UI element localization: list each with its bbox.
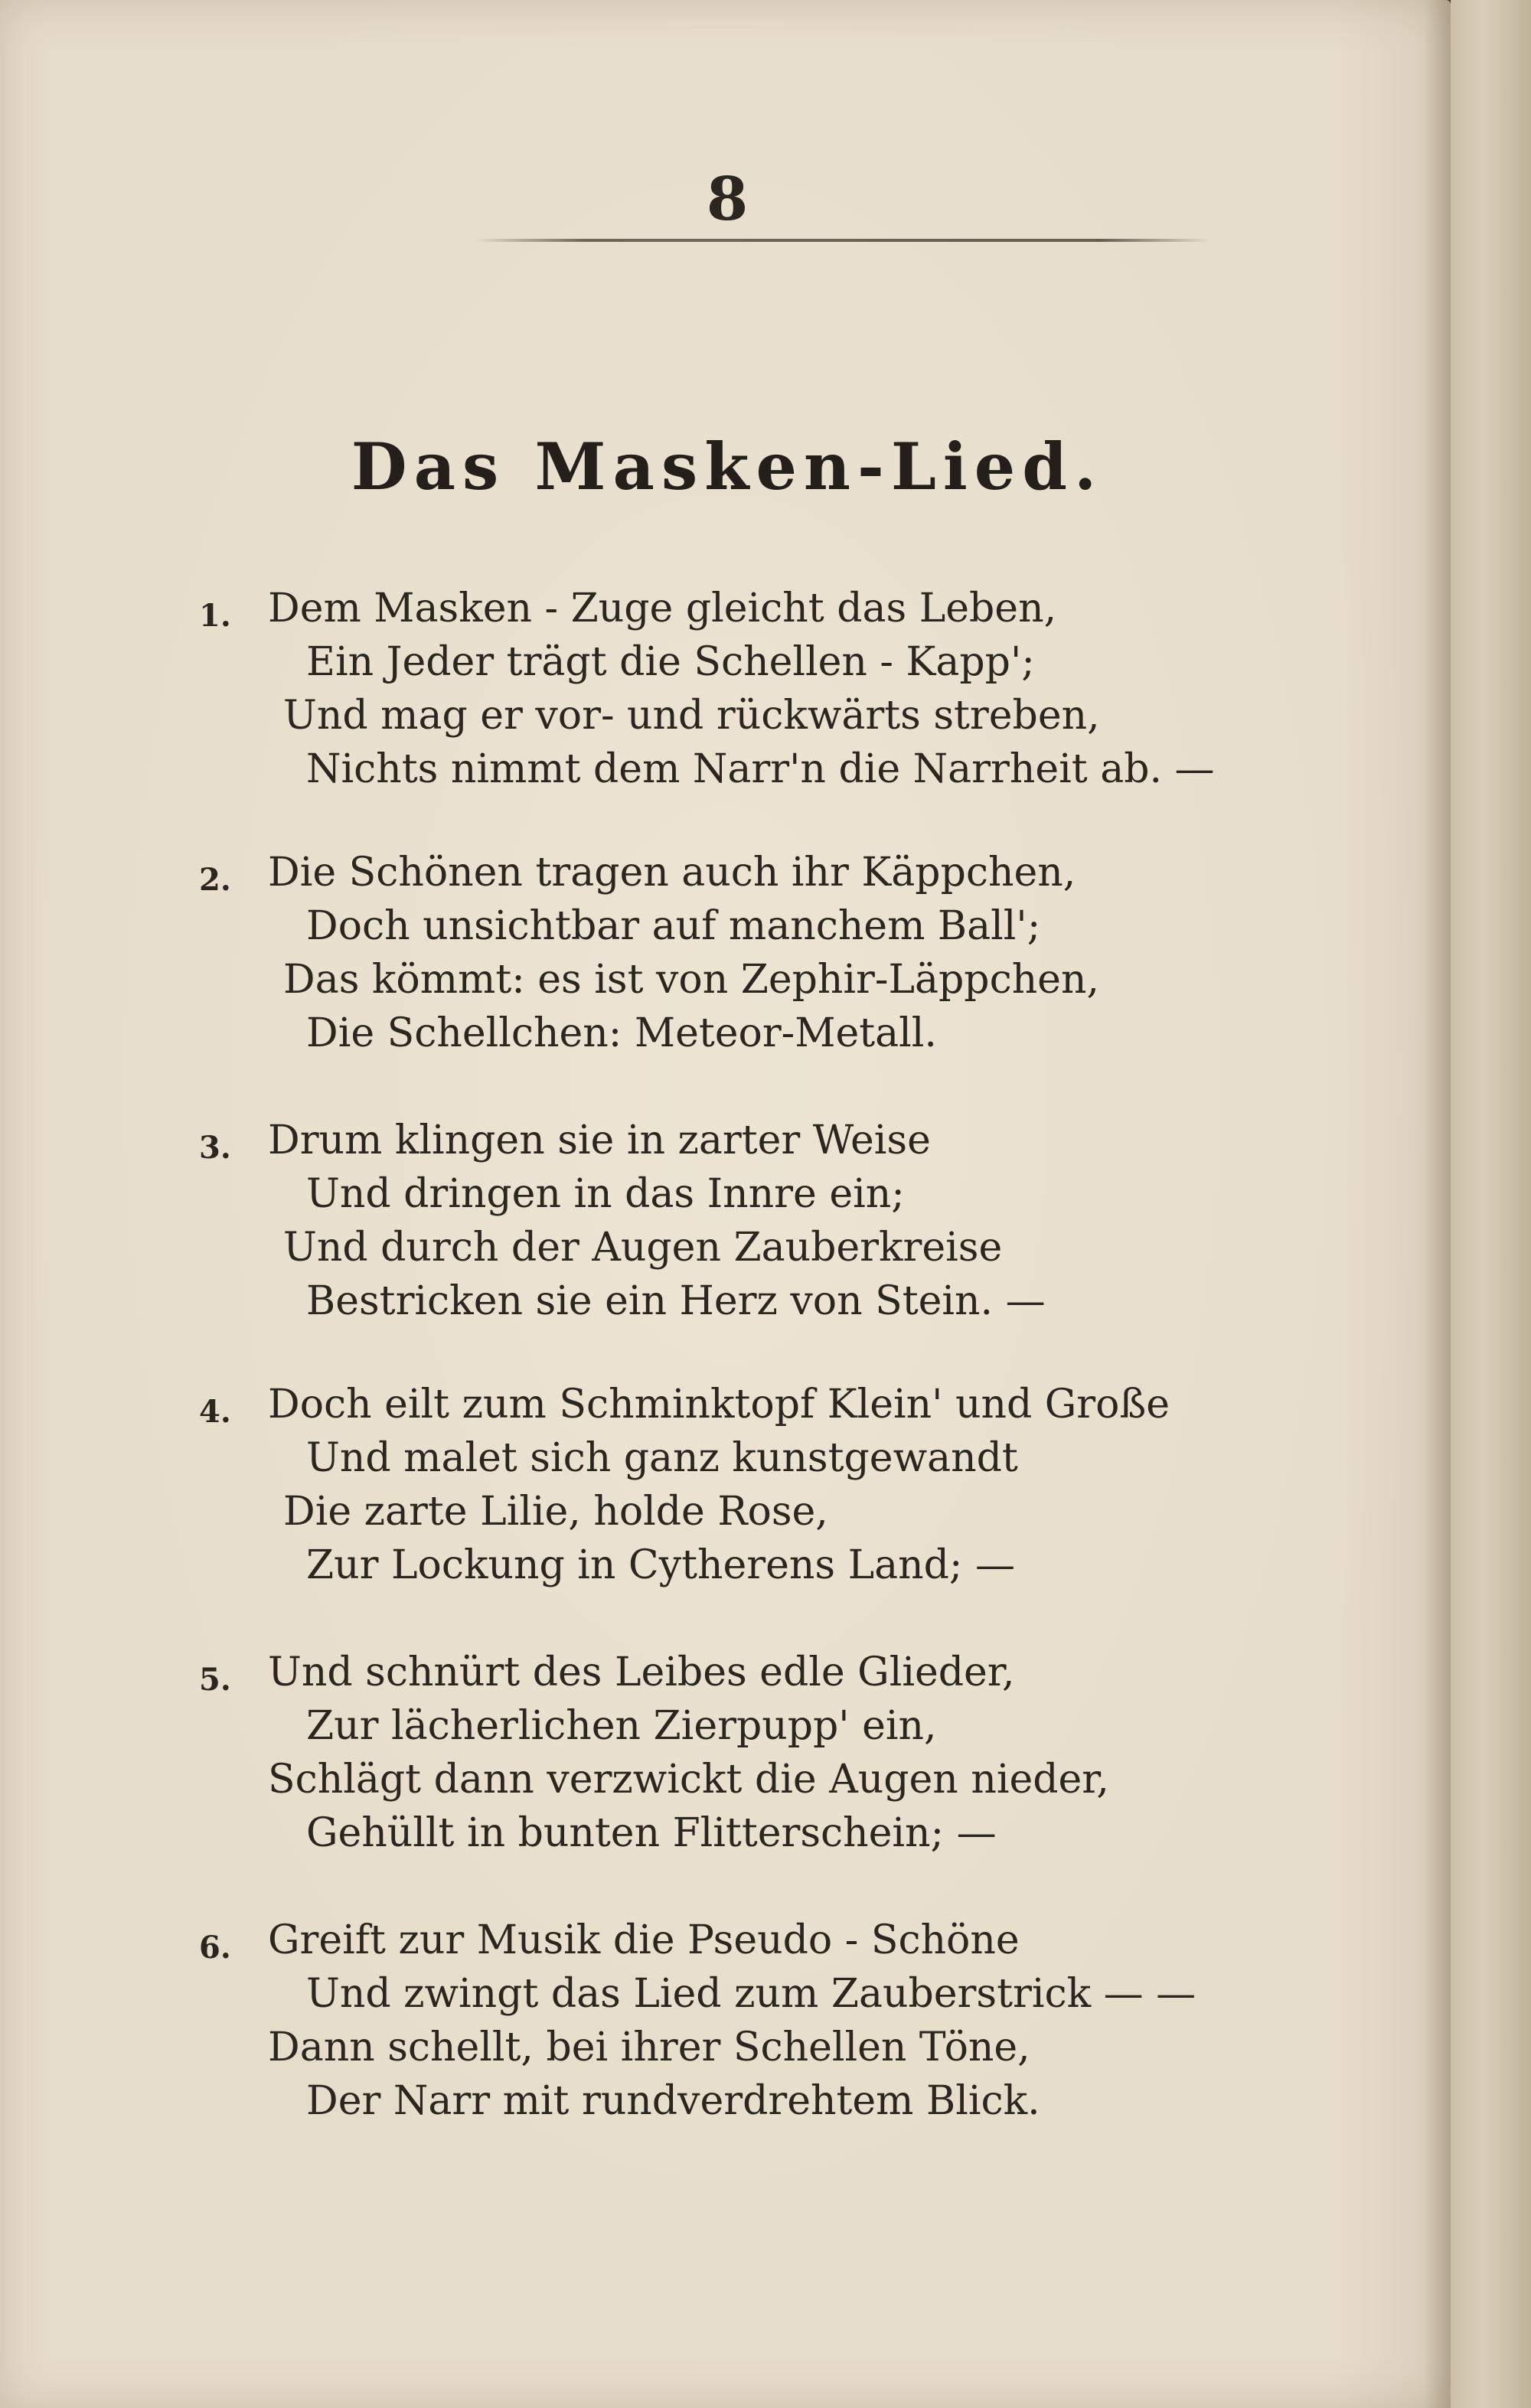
verse-line: Ein Jeder trägt die Schellen - Kapp'; <box>306 639 1035 685</box>
verse-line: Die zarte Lilie, holde Rose, <box>283 1489 828 1535</box>
verse-line: Nichts nimmt dem Narr'n die Narrheit ab. — <box>306 746 1215 792</box>
verse-line: Und dringen in das Innre ein; <box>306 1171 905 1217</box>
spine-shadow <box>1424 0 1451 2408</box>
verse-line: Und malet sich ganz kunstgewandt <box>306 1435 1018 1481</box>
verse-line: Und durch der Augen Zauberkreise <box>283 1225 1003 1271</box>
verse-line: Schlägt dann verzwickt die Augen nieder, <box>268 1757 1109 1803</box>
verse-line: Doch unsichtbar auf manchem Ball'; <box>306 903 1041 949</box>
verse-line: Gehüllt in bunten Flitterschein; — <box>306 1810 997 1856</box>
stanza-number: 6. <box>199 1930 231 1966</box>
verse-line: Die Schellchen: Meteor-Metall. <box>306 1010 937 1056</box>
header-rule <box>475 239 1209 242</box>
verse-line: Das kömmt: es ist von Zephir-Läppchen, <box>283 957 1099 1003</box>
stanza-number: 2. <box>199 862 231 898</box>
verse-line: Und schnürt des Leibes edle Glieder, <box>268 1649 1015 1695</box>
stanza-number: 1. <box>199 598 231 634</box>
adjacent-page-edge <box>1451 0 1531 2408</box>
page-number: 8 <box>706 165 749 234</box>
stanza-number: 4. <box>199 1394 231 1430</box>
verse-line: Der Narr mit rundverdrehtem Blick. <box>306 2078 1040 2124</box>
poem-title: Das Masken-Lied. <box>351 429 1104 504</box>
verse-line: Dem Masken - Zuge gleicht das Leben, <box>268 586 1057 631</box>
verse-line: Bestricken sie ein Herz von Stein. — <box>306 1278 1046 1324</box>
stanza-number: 5. <box>199 1662 231 1698</box>
verse-line: Die Schönen tragen auch ihr Käppchen, <box>268 850 1076 896</box>
stanza-number: 3. <box>199 1130 231 1166</box>
verse-line: Zur lächerlichen Zierpupp' ein, <box>306 1703 937 1749</box>
verse-line: Greift zur Musik die Pseudo - Schöne <box>268 1917 1020 1963</box>
verse-line: Dann schellt, bei ihrer Schellen Töne, <box>268 2025 1030 2070</box>
verse-line: Doch eilt zum Schminktopf Klein' und Große <box>268 1382 1170 1428</box>
verse-line: Und mag er vor- und rückwärts streben, <box>283 693 1100 739</box>
verse-line: Und zwingt das Lied zum Zauberstrick — — <box>306 1971 1196 2017</box>
verse-line: Zur Lockung in Cytherens Land; — <box>306 1542 1015 1588</box>
verse-line: Drum klingen sie in zarter Weise <box>268 1118 931 1163</box>
